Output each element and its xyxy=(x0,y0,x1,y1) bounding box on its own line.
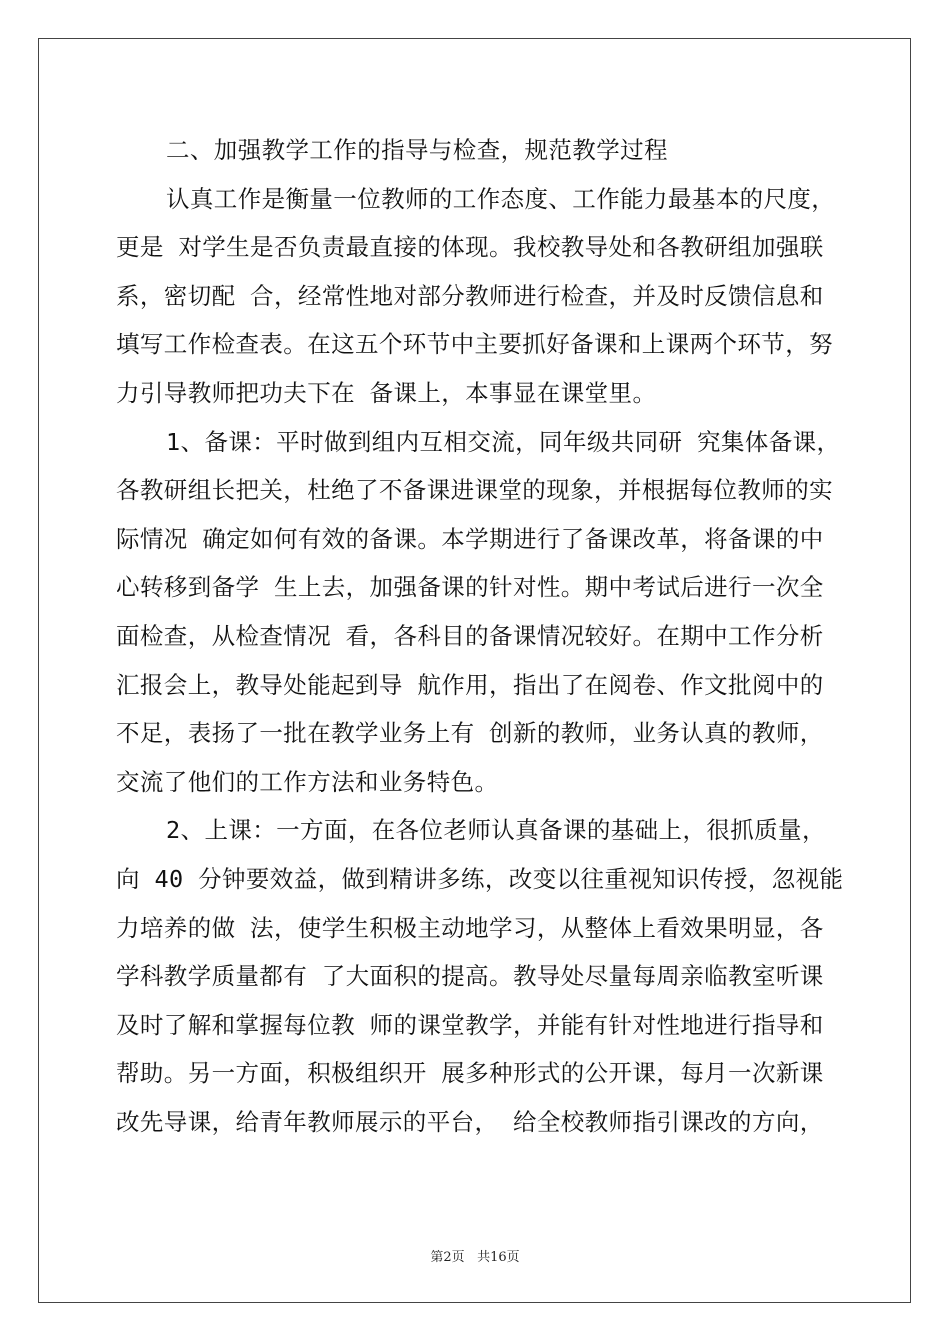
page-number: 第2页 xyxy=(430,1250,465,1265)
text-line: 二、加强教学工作的指导与检查，规范教学过程 xyxy=(166,136,668,164)
text-line: 不足，表扬了一批在教学业务上有 创新的教师，业务认真的教师， xyxy=(116,719,824,748)
text-line: 各教研组长把关，杜绝了不备课进课堂的现象，并根据每位教师的实 xyxy=(116,476,833,505)
text-line: 及时了解和掌握每位教 师的课堂教学，并能有针对性地进行指导和 xyxy=(116,1010,824,1039)
text-line: 际情况 确定如何有效的备课。本学期进行了备课改革，将备课的中 xyxy=(116,524,824,553)
document-body xyxy=(116,126,844,1146)
text-line: 更是 对学生是否负责最直接的体现。我校教导处和各教研组加强联 xyxy=(116,233,824,262)
text-line: 汇报会上，教导处能起到导 航作用，指出了在阅卷、作文批阅中的 xyxy=(116,670,824,699)
text-line: 系，密切配 合，经常性地对部分教师进行检查，并及时反馈信息和 xyxy=(116,281,824,310)
text-line: 力引导教师把功夫下在 备课上，本事显在课堂里。 xyxy=(116,378,657,407)
text-line: 心转移到备学 生上去，加强备课的针对性。期中考试后进行一次全 xyxy=(116,573,824,602)
text-line: 2、上课：一方面，在各位老师认真备课的基础上，很抓质量， xyxy=(166,816,826,845)
text-line: 向 40 分钟要效益，做到精讲多练，改变以往重视知识传授，忽视能 xyxy=(116,864,844,893)
text-line: 交流了他们的工作方法和业务特色。 xyxy=(116,767,499,796)
text-line: 面检查，从检查情况 看，各科目的备课情况较好。在期中工作分析 xyxy=(116,621,824,650)
text-line: 1、备课：平时做到组内互相交流，同年级共同研 究集体备课， xyxy=(166,427,841,456)
text-line: 帮助。另一方面，积极组织开 展多种形式的公开课，每月一次新课 xyxy=(116,1059,824,1088)
page-total: 共16页 xyxy=(477,1250,520,1265)
text-line: 认真工作是衡量一位教师的工作态度、工作能力最基本的尺度， xyxy=(166,184,836,213)
text-line: 力培养的做 法，使学生积极主动地学习，从整体上看效果明显，各 xyxy=(116,913,824,942)
page-footer xyxy=(0,1246,950,1265)
text-line: 填写工作检查表。在这五个环节中主要抓好备课和上课两个环节，努 xyxy=(116,330,833,359)
text-line: 学科教学质量都有 了大面积的提高。教导处尽量每周亲临教室听课 xyxy=(116,962,824,991)
text-line: 改先导课，给青年教师展示的平台， 给全校教师指引课改的方向， xyxy=(116,1107,824,1136)
